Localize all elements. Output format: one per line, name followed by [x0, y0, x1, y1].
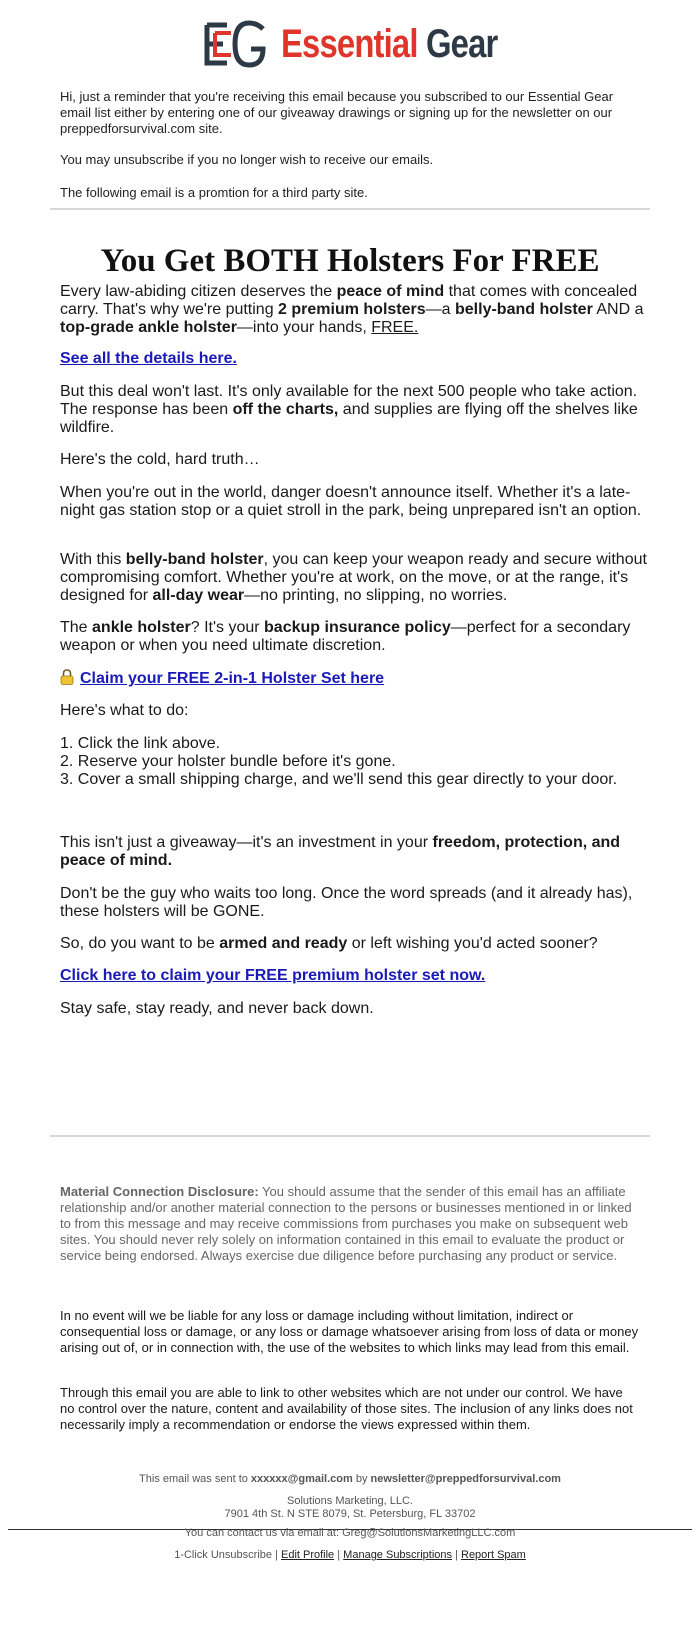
recipient-email: xxxxxx@gmail.com: [250, 1473, 353, 1485]
liability-text: In no event will we be liable for any loss or damage including without limitation, indirect or consequential loss or damage, or any loss or damage whatsoever arising from loss of data or money arising out of, or in connection with, the use of the websites to which links may lead from this email.: [60, 1308, 639, 1355]
step-item: 3. Cover a small shipping charge, and we'll send this gear directly to your door.: [60, 771, 618, 788]
paragraph-deal: [60, 383, 650, 437]
intro-promo-note: [60, 185, 640, 201]
text: and supplies are flying off the shelves like wildfire.: [60, 401, 638, 436]
legal-liability: [60, 1308, 640, 1356]
paragraph-investment: [60, 834, 650, 870]
legal-external-links: [60, 1385, 640, 1433]
bold-text: off the charts,: [232, 401, 339, 418]
text: , you can keep your weapon ready and secure without compromising comfort. Whether you're at work, on the move, or at the range, it's designed for: [60, 551, 647, 604]
text: by: [352, 1473, 371, 1485]
company-address: 7901 4th St. N STE 8079, St. Petersburg, FL 33702: [224, 1508, 476, 1520]
text: This email was sent to: [139, 1473, 251, 1485]
logo-word-essential: Essential: [281, 22, 418, 66]
logo-wordmark: [281, 19, 497, 69]
step-item: 2. Reserve your holster bundle before it's gone.: [60, 753, 396, 770]
company-name: Solutions Marketing, LLC.: [287, 1495, 413, 1507]
bold-text: backup insurance policy: [264, 619, 451, 636]
footer-links: [0, 1549, 700, 1562]
paragraph-danger: [60, 484, 650, 520]
text: —into your hands,: [236, 319, 372, 336]
step-item: 1. Click the link above.: [60, 735, 221, 752]
hard-truth-text: Here's the cold, hard truth…: [60, 451, 260, 468]
text: Every law-abiding citizen deserves the: [60, 283, 337, 300]
text: This isn't just a giveaway—it's an investment in your: [60, 834, 433, 851]
bold-text: all-day wear: [152, 587, 245, 604]
dont-wait-text: Don't be the guy who waits too long. Once the word spreads (and it already has), these holsters will be GONE.: [60, 885, 633, 920]
text: So, do you want to be: [60, 935, 220, 952]
manage-subscriptions-link[interactable]: Manage Subscriptions: [343, 1549, 453, 1561]
disclosure-text: You should assume that the sender of this email has an affiliate relationship and/or another material connection to the persons or businesses mentioned in or linked to from this message and may receive commissions from purchases you make on subsequent web sites. You should never rely solely on information contained in this email to evaluate the product or service being endorsed. Always exercise due diligence before purchasing any product or service.: [60, 1184, 632, 1263]
report-spam-link[interactable]: Report Spam: [461, 1549, 526, 1561]
bold-text: belly-band holster: [455, 301, 593, 318]
claim-now-link-row: [60, 967, 650, 985]
footer-company: [0, 1495, 700, 1521]
divider-bottom: [50, 1135, 650, 1137]
text: ? It's your: [190, 619, 265, 636]
reminder-text: Hi, just a reminder that you're receiving this email because you subscribed to our Essential Gear email list either by entering one of our giveaway drawings or signing up for the newsletter on our preppedforsurvival.com site.: [60, 89, 614, 136]
what-to-do-text: Here's what to do:: [60, 702, 189, 719]
divider-top: [50, 208, 650, 210]
paragraph-hard-truth: [60, 451, 650, 469]
footer-contact: [0, 1527, 700, 1540]
separator: |: [334, 1549, 344, 1561]
claim-now-link[interactable]: Click here to claim your FREE premium holster set now.: [60, 967, 486, 984]
separator: |: [452, 1549, 461, 1561]
text: AND a: [592, 301, 644, 318]
steps-list: [60, 735, 650, 789]
logo-word-gear: Gear: [425, 22, 498, 66]
intro-reminder: [60, 89, 640, 137]
bold-text: 2 premium holsters: [278, 301, 426, 318]
text: —perfect for a secondary weapon or when you need ultimate discretion.: [60, 619, 631, 654]
text: that comes with concealed carry. That's why we're putting: [60, 283, 638, 318]
bold-text: peace of mind: [336, 283, 445, 300]
footer-sent-to: [0, 1473, 700, 1486]
eg-logo-mark-icon: [203, 19, 269, 69]
bold-text: belly-band holster: [125, 551, 264, 568]
lock-icon: [60, 669, 74, 685]
paragraph-ankle: [60, 619, 650, 655]
text: —no printing, no slipping, no worries.: [244, 587, 508, 604]
separator: |: [272, 1549, 281, 1561]
paragraph-armed: [60, 935, 650, 953]
bold-text: ankle holster: [92, 619, 191, 636]
see-details-link[interactable]: See all the details here.: [60, 350, 237, 367]
headline: You Get BOTH Holsters For FREE: [100, 243, 600, 279]
paragraph-intro-offer: [60, 283, 650, 337]
material-disclosure: [60, 1184, 640, 1264]
one-click-unsubscribe[interactable]: 1-Click Unsubscribe: [174, 1549, 272, 1561]
paragraph-belly-band: [60, 551, 650, 605]
external-links-text: Through this email you are able to link to other websites which are not under our control. We have no control over the nature, content and availability of those sites. The inclusion of any links does not necessarily imply a recommendation or endorse the views expressed within them.: [60, 1385, 633, 1432]
promo-note-text: The following email is a promtion for a third party site.: [60, 185, 368, 200]
danger-text: When you're out in the world, danger doesn't announce itself. Whether it's a late-night gas station stop or a quiet stroll in the park, being unprepared isn't an option.: [60, 484, 642, 519]
unsubscribe-text: You may unsubscribe if you no longer wish to receive our emails.: [60, 152, 434, 167]
free-underlined: FREE.: [371, 319, 419, 336]
text: —a: [425, 301, 455, 318]
text: The: [60, 619, 93, 636]
sender-email: newsletter@preppedforsurvival.com: [370, 1473, 561, 1485]
claim-link-row: [60, 669, 650, 688]
bold-text: top-grade ankle holster: [60, 319, 237, 336]
disclosure-label: Material Connection Disclosure:: [60, 1184, 259, 1199]
bold-text: armed and ready: [219, 935, 348, 952]
essential-gear-logo: [203, 18, 545, 70]
contact-text: You can contact us via email at: Greg@SolutionsMarketingLLC.com: [184, 1527, 516, 1539]
claim-holster-set-link[interactable]: Claim your FREE 2-in-1 Holster Set here: [80, 670, 385, 687]
text: or left wishing you'd acted sooner?: [347, 935, 598, 952]
text: With this: [60, 551, 126, 568]
paragraph-stay-safe: [60, 1000, 650, 1018]
edit-profile-link[interactable]: Edit Profile: [280, 1549, 335, 1561]
text: But this deal won't last. It's only available for the next 500 people who take action. The response has been: [60, 383, 638, 418]
paragraph-dont-wait: [60, 885, 650, 921]
paragraph-what-to-do: [60, 702, 650, 720]
bold-text: freedom, protection, and peace of mind.: [60, 834, 621, 869]
stay-safe-text: Stay safe, stay ready, and never back down.: [60, 1000, 374, 1017]
intro-unsubscribe: [60, 152, 640, 168]
details-link-row: [60, 350, 650, 368]
